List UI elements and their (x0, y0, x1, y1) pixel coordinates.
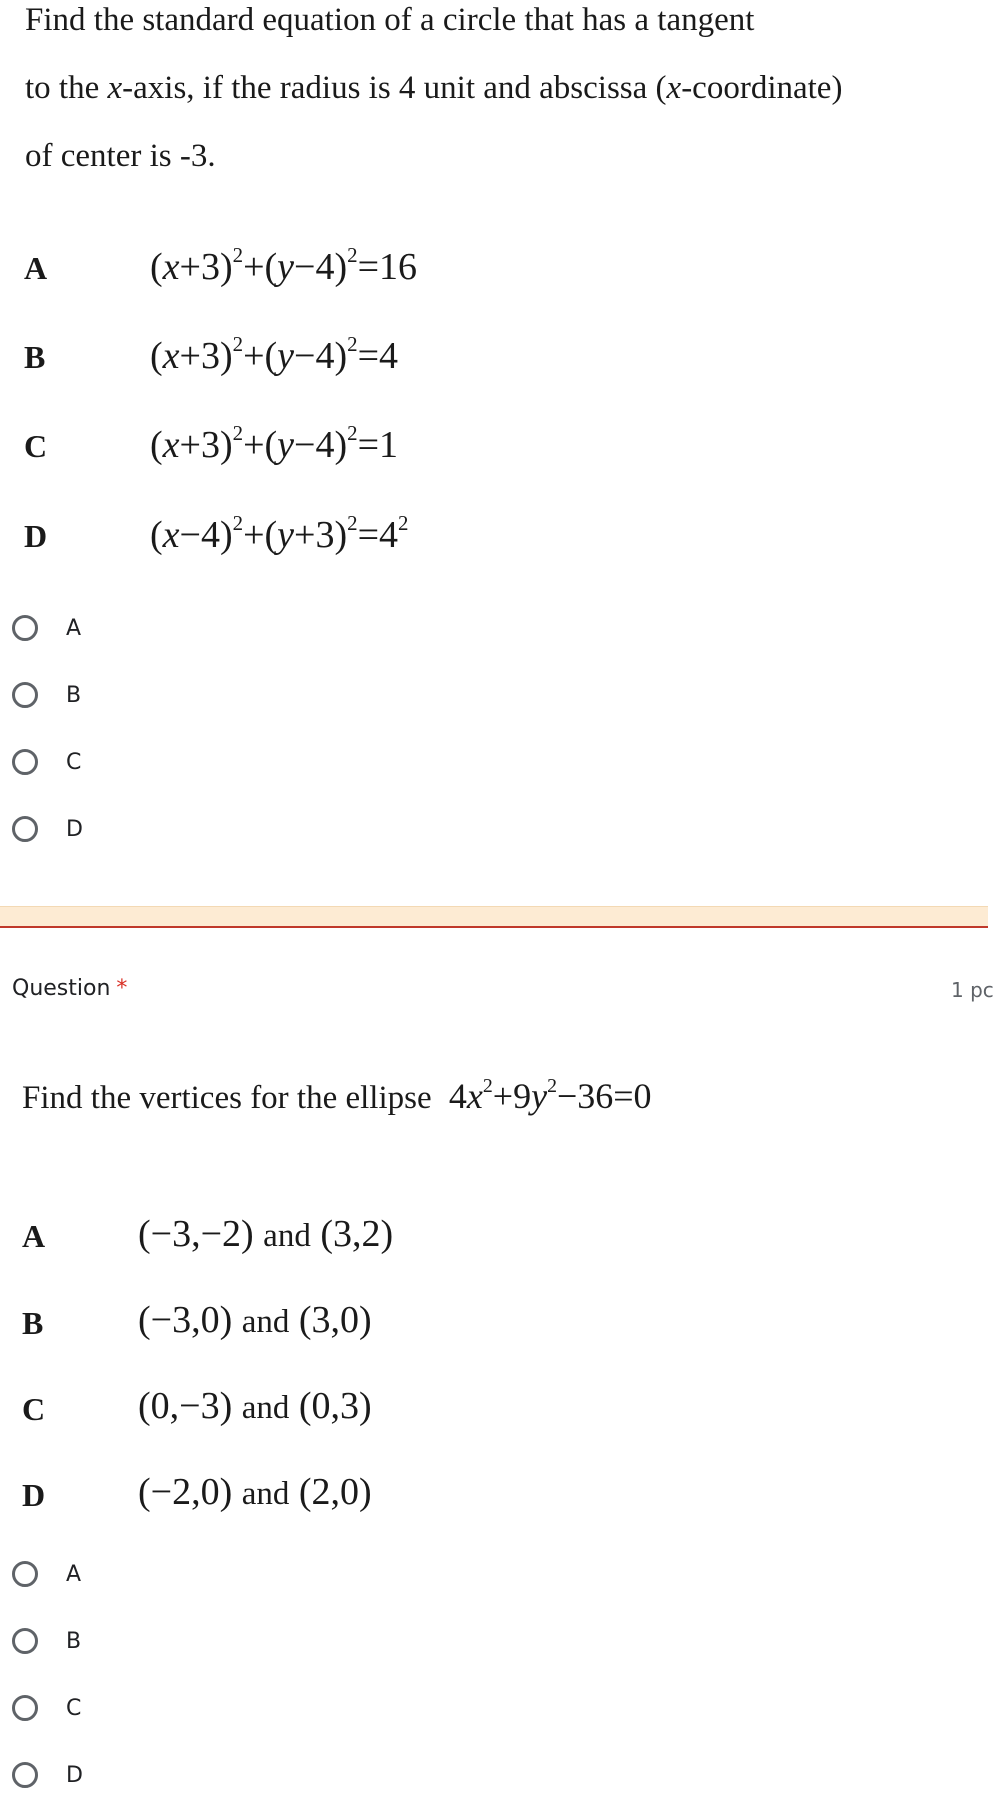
choice-label: D (66, 1762, 83, 1788)
required-asterisk: * (116, 976, 128, 1001)
q1-choice-b[interactable] (12, 677, 81, 713)
option-points: (−2,0) and (2,0) (138, 1471, 372, 1513)
choice-label: C (66, 1695, 82, 1721)
q2-equation: $4x^2+9y^2-36=0$ (439, 1075, 652, 1116)
q2-choice-a[interactable] (12, 1556, 81, 1592)
option-equation: $(x+3)^2+(y-4)^2=1$ (150, 421, 399, 466)
option-letter: C (24, 428, 48, 464)
option-letter: D (22, 1477, 46, 1513)
option-equation: $(x+3)^2+(y-4)^2=16$ (150, 243, 418, 288)
option-letter: C (22, 1391, 46, 1427)
q2-question-text (22, 1075, 652, 1117)
q1-choice-c[interactable] (12, 744, 81, 780)
radio-button[interactable] (12, 749, 38, 775)
q1-choice-d[interactable] (12, 811, 83, 847)
question-label: Question (12, 976, 111, 1001)
option-letter: A (22, 1218, 46, 1254)
choice-label: A (66, 615, 82, 641)
question-points: 1 pc (951, 978, 994, 1002)
option-letter: D (24, 518, 48, 554)
choice-label: A (66, 1561, 82, 1587)
q2-choice-c[interactable] (12, 1690, 81, 1726)
choice-label: B (66, 1628, 82, 1654)
q1-text-line-1: Find the standard equation of a circle that has a tangent (25, 2, 755, 38)
option-letter: B (24, 339, 46, 375)
radio-button[interactable] (12, 816, 38, 842)
radio-button[interactable] (12, 1628, 38, 1654)
question-title (12, 976, 127, 1001)
q1-text-line-2: to the x-axis, if the radius is 4 unit and abscissa (x-coordinate) (25, 70, 843, 106)
option-points: (−3,0) and (3,0) (138, 1299, 372, 1341)
q2-choice-b[interactable] (12, 1623, 81, 1659)
option-equation: $(x-4)^2+(y+3)^2=4^2$ (150, 511, 409, 556)
option-equation: $(x+3)^2+(y-4)^2=4$ (150, 332, 399, 377)
q1-choice-a[interactable] (12, 610, 81, 646)
choice-label: B (66, 682, 82, 708)
option-points: (0,−3) and (0,3) (138, 1385, 372, 1427)
choice-label: D (66, 816, 83, 842)
option-points: (−3,−2) and (3,2) (138, 1213, 394, 1255)
q1-text-line-3: of center is -3. (25, 138, 216, 174)
radio-button[interactable] (12, 1762, 38, 1788)
choice-label: C (66, 749, 82, 775)
radio-button[interactable] (12, 615, 38, 641)
radio-button[interactable] (12, 1561, 38, 1587)
option-letter: A (24, 250, 48, 286)
q2-choice-d[interactable] (12, 1757, 83, 1793)
radio-button[interactable] (12, 1695, 38, 1721)
option-letter: B (22, 1305, 44, 1341)
section-divider (0, 906, 988, 928)
q2-text: Find the vertices for the ellipse (22, 1080, 432, 1116)
radio-button[interactable] (12, 682, 38, 708)
